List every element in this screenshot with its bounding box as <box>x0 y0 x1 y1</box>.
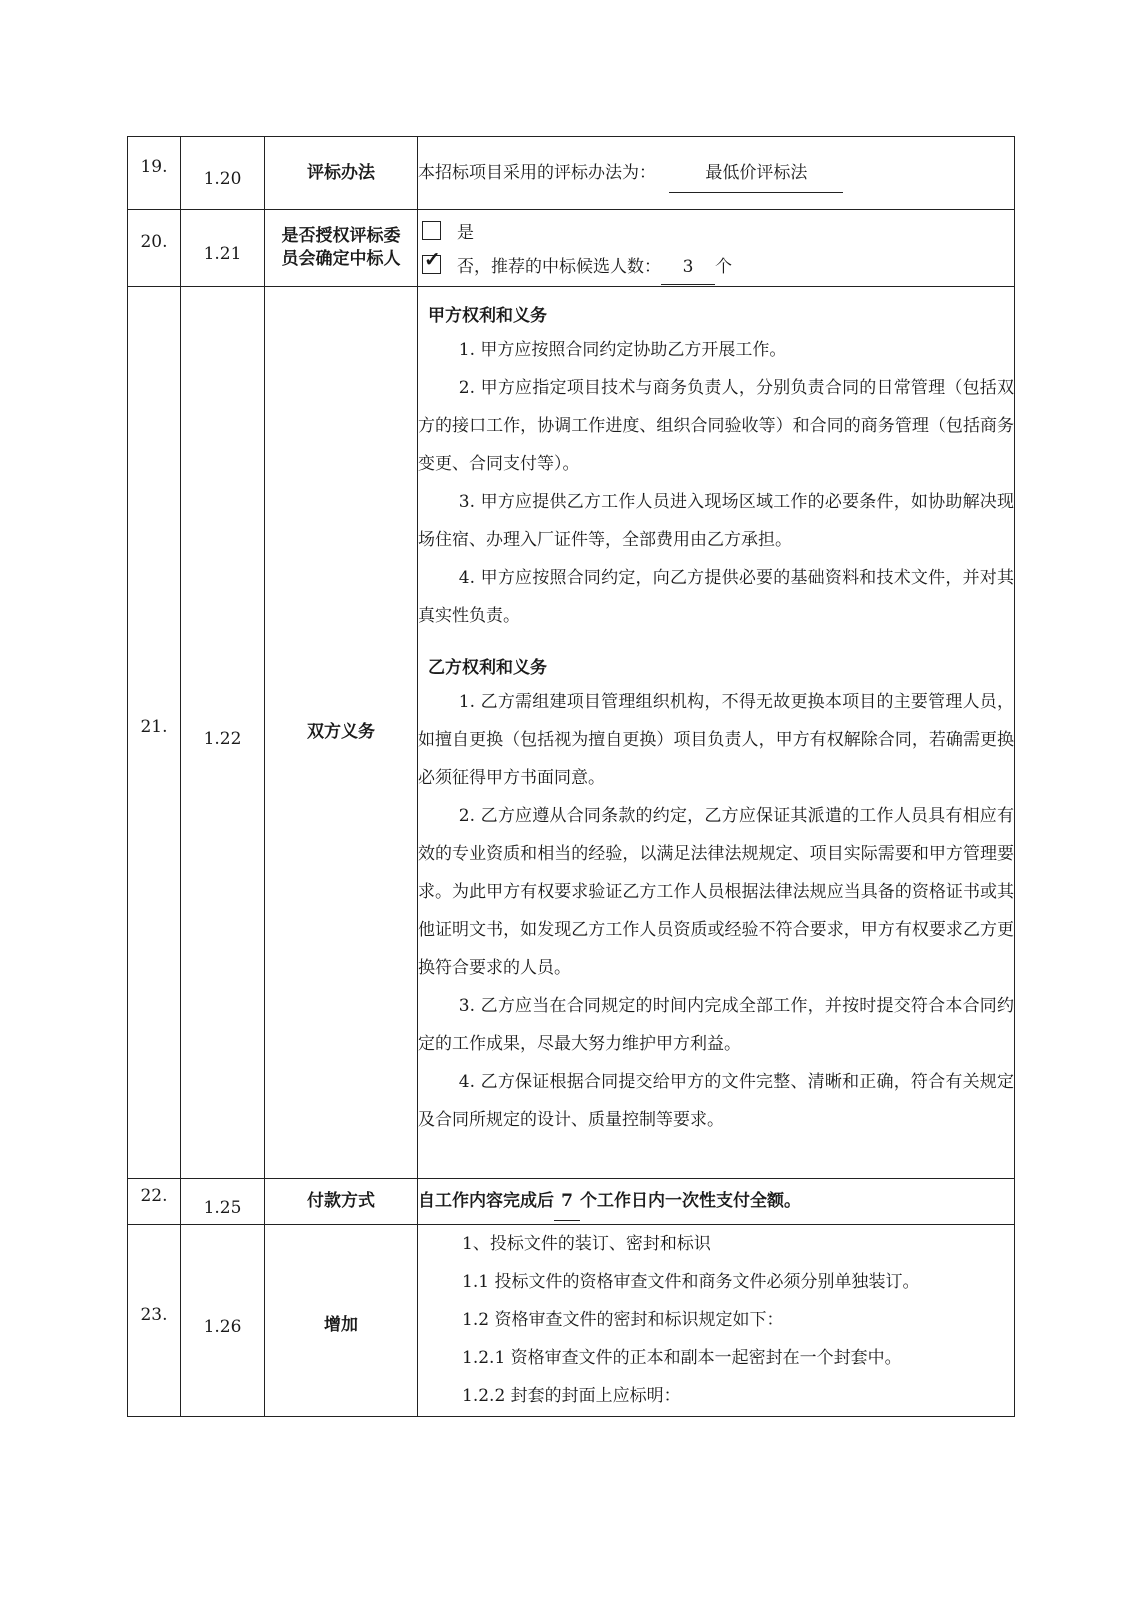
row-number: 21. <box>128 287 181 1179</box>
added-line: 1、投标文件的装订、密封和标识 <box>462 1234 711 1254</box>
party-a-clause: 2. 甲方应指定项目技术与商务负责人，分别负责合同的日常管理（包括双方的接口工作，协调工作进度、组织合同验收等）和合同的商务管理（包括商务变更、合同支付等）。 <box>418 378 1014 474</box>
table-row-19 <box>128 137 1015 210</box>
row-number: 19. <box>128 137 181 210</box>
party-b-clause: 1. 乙方需组建项目管理组织机构，不得无故更换本项目的主要管理人员，如擅自更换（包括视为擅自更换）项目负责人，甲方有权解除合同，若确需更换必须征得甲方书面同意。 <box>418 692 1014 788</box>
party-a-clause: 3. 甲方应提供乙方工作人员进入现场区域工作的必要条件，如协助解决现场住宿、办理入厂证件等，全部费用由乙方承担。 <box>418 492 1014 550</box>
item-name: 付款方式 <box>265 1179 418 1225</box>
clause-code: 1.22 <box>181 287 265 1179</box>
tender-data-table <box>127 136 1015 1417</box>
item-name: 是否授权评标委员会确定中标人 <box>265 210 418 287</box>
clause-code: 1.25 <box>181 1179 265 1225</box>
clause-code: 1.21 <box>181 210 265 287</box>
checkbox-no-checked-icon[interactable] <box>422 255 441 274</box>
candidate-count: 3 <box>661 250 715 285</box>
clause-code: 1.20 <box>181 137 265 210</box>
authorization-options <box>418 210 1015 287</box>
evaluation-method-content: 本招标项目采用的评标办法为： 最低价评标法 <box>418 137 1015 210</box>
clause-code: 1.26 <box>181 1225 265 1417</box>
added-line: 1.2.2 封套的封面上应标明： <box>462 1386 681 1406</box>
row-number: 22. <box>128 1179 181 1225</box>
payment-content: 自工作内容完成后 7 个工作日内一次性支付全额。 <box>418 1179 1015 1225</box>
table-row-20 <box>128 210 1015 287</box>
added-line: 1.2 资格审查文件的密封和标识规定如下： <box>462 1310 784 1330</box>
checkbox-yes[interactable] <box>422 221 441 240</box>
added-content <box>418 1225 1015 1417</box>
party-b-clause: 3. 乙方应当在合同规定的时间内完成全部工作，并按时提交符合本合同约定的工作成果，尽最大努力维护甲方利益。 <box>418 996 1014 1054</box>
added-line: 1.1 投标文件的资格审查文件和商务文件必须分别单独装订。 <box>462 1272 920 1292</box>
evaluation-method-value: 最低价评标法 <box>669 154 843 193</box>
party-a-clause: 1. 甲方应按照合同约定协助乙方开展工作。 <box>458 340 787 360</box>
item-name: 双方义务 <box>265 287 418 1179</box>
party-a-title: 甲方权利和义务 <box>428 306 547 326</box>
party-a-clause: 4. 甲方应按照合同约定，向乙方提供必要的基础资料和技术文件，并对其真实性负责。 <box>418 568 1014 626</box>
row-number: 20. <box>128 210 181 287</box>
option-no: ✓否，推荐的中标候选人数： 3 个 <box>418 250 1014 285</box>
table-row-21 <box>128 287 1015 1179</box>
payment-days: 7 <box>554 1182 580 1221</box>
table-row-23 <box>128 1225 1015 1417</box>
item-name: 增加 <box>265 1225 418 1417</box>
row-number: 23. <box>128 1225 181 1417</box>
added-line: 1.2.1 资格审查文件的正本和副本一起密封在一个封套中。 <box>462 1348 902 1368</box>
party-b-title: 乙方权利和义务 <box>428 658 547 678</box>
obligations-content <box>418 287 1015 1179</box>
party-b-clause: 2. 乙方应遵从合同条款的约定，乙方应保证其派遣的工作人员具有相应有效的专业资质和相当的经验，以满足法律法规规定、项目实际需要和甲方管理要求。为此甲方有权要求验证乙方工作人员根据法律法规应当具备的资格证书或其他证明文书，如发现乙方工作人员资质或经验不符合要求，甲方有权要求乙方更换符合要求的人员。 <box>418 806 1014 978</box>
item-name: 评标办法 <box>265 137 418 210</box>
party-b-clause: 4. 乙方保证根据合同提交给甲方的文件完整、清晰和正确，符合有关规定及合同所规定的设计、质量控制等要求。 <box>418 1072 1014 1130</box>
option-yes: 是 <box>418 212 1014 250</box>
table-row-22 <box>128 1179 1015 1225</box>
